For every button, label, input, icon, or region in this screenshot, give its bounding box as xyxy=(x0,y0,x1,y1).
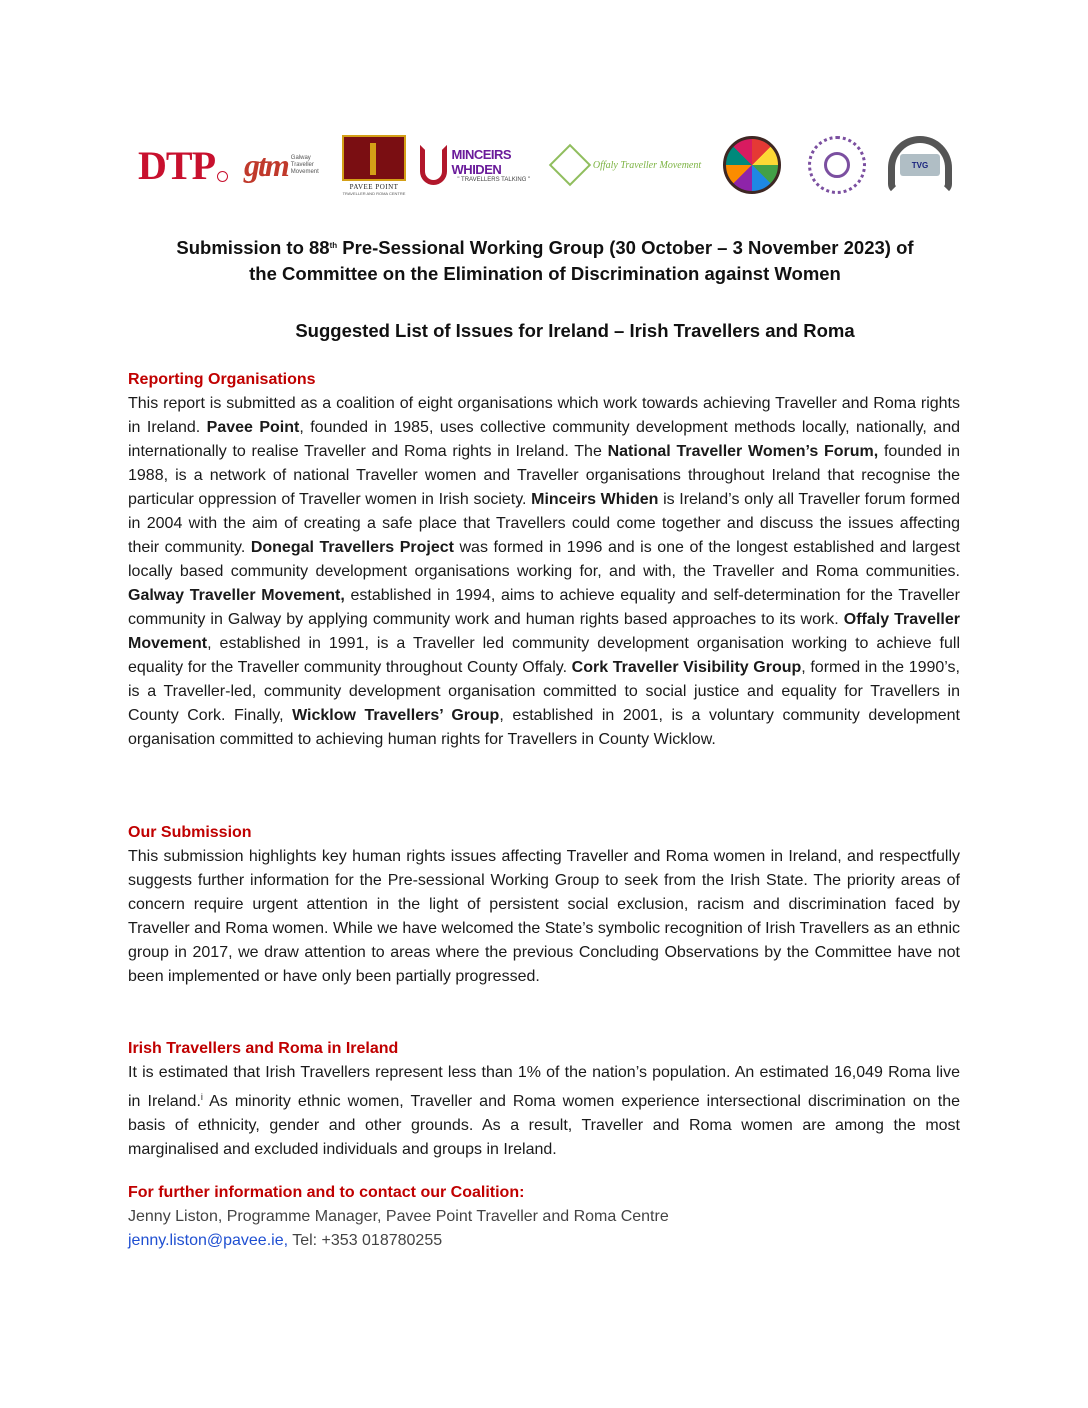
org-name: National Traveller Women’s Forum, xyxy=(607,443,879,460)
title-part-a: Submission to 88 xyxy=(176,237,330,258)
org-name: Minceirs Whiden xyxy=(531,491,659,508)
endnote-reference[interactable]: i xyxy=(200,1092,203,1102)
partner-logos xyxy=(136,132,956,198)
title-part-b: Pre-Sessional Working Group (30 October – 3 November 2023) of xyxy=(337,237,914,258)
document-subtitle: Suggested List of Issues for Ireland – Irish Travellers and Roma xyxy=(295,320,855,341)
text-run: It is estimated that Irish Travellers represent less than 1% of the nation’s population. An estimated 16,049 Roma live in Ireland. xyxy=(128,1064,960,1110)
section-paragraph xyxy=(128,392,960,752)
minceirs-whiden-logo xyxy=(420,132,536,198)
wicklow-travellers-group-logo xyxy=(884,132,956,198)
offaly-traveller-movement-logo xyxy=(544,132,712,198)
section-paragraph xyxy=(128,1061,960,1162)
telephone-text: Tel: +353 018780255 xyxy=(288,1232,443,1249)
org-name: Galway Traveller Movement, xyxy=(128,587,345,604)
wagon-wheel-icon xyxy=(808,136,866,194)
document-title xyxy=(100,233,990,287)
pavee-point-logo-text: PAVEE POINT xyxy=(349,182,399,191)
org-name: Offaly Traveller Movement xyxy=(128,611,960,652)
text-run: , formed in the 1990’s, is a Traveller-led, community development organisation committed to social justice and equality for Travellers in County Cork. Finally, xyxy=(128,659,960,724)
our-submission-section xyxy=(128,821,960,989)
title-ordinal: th xyxy=(329,241,338,250)
pavee-point-logo xyxy=(342,132,406,198)
minceirs-whiden-logo-subtitle: " TRAVELLERS TALKING " xyxy=(457,177,531,183)
offaly-map-icon xyxy=(549,144,591,186)
text-run: , established in 1991, is a Traveller led community development organisation working to achieve full equality for the Traveller community throughout County Offaly. xyxy=(128,635,960,676)
minceirs-whiden-logo-text: MINCEIRS WHIDEN xyxy=(451,147,512,177)
text-run: founded in 1988, is a network of national Traveller women and Traveller organisations throughout Ireland that recognise the particular oppression of Traveller women in Irish society. xyxy=(128,443,961,508)
contact-section xyxy=(128,1181,960,1253)
horseshoe-icon xyxy=(420,145,447,185)
text-run: is Ireland’s only all Traveller forum formed in 2004 with the aim of creating a safe place that Travellers could come together and discuss the issues affecting their community. xyxy=(128,491,960,556)
painted-wheel-icon xyxy=(723,136,781,194)
dtp-logo xyxy=(136,132,230,198)
tvg-logo-text: TVG xyxy=(900,154,940,176)
section-heading: Irish Travellers and Roma in Ireland xyxy=(128,1040,399,1057)
email-link[interactable]: jenny.liston@pavee.ie, xyxy=(128,1232,289,1249)
national-traveller-womens-forum-logo xyxy=(804,132,870,198)
text-run: This report is submitted as a coalition of eight organisations which work towards achieving Traveller and Roma rights in Ireland. xyxy=(128,395,960,436)
text-run: , founded in 1985, uses collective community development methods locally, nationally, and internationally to realise Traveller and Roma rights in Ireland. The xyxy=(128,419,960,460)
text-run: established in 1994, aims to achieve equality and self-determination for the Traveller community in Galway by applying community work and human rights based approaches to its work. xyxy=(128,587,960,628)
travellers-roma-section xyxy=(128,1037,960,1162)
text-run: As minority ethnic women, Traveller and Roma women experience intersectional discrimination on the basis of ethnicity, gender and other grounds. As a result, Traveller and Roma women are among the most marginalised and excluded individuals and groups in Ireland. xyxy=(128,1093,960,1158)
pavee-point-road-icon xyxy=(342,135,406,181)
horseshoe-caravan-icon xyxy=(888,136,952,194)
title-line-2: the Committee on the Elimination of Discrimination against Women xyxy=(249,263,841,284)
contact-person: Jenny Liston, Programme Manager, Pavee Point Traveller and Roma Centre xyxy=(128,1208,669,1225)
pavee-point-logo-subtitle: TRAVELLER AND ROMA CENTRE xyxy=(342,190,406,196)
dtp-logo-text: DTP xyxy=(138,142,215,188)
org-name: Pavee Point xyxy=(206,419,300,436)
section-heading: For further information and to contact our Coalition: xyxy=(128,1184,525,1201)
gtm-logo xyxy=(244,132,334,198)
registered-mark-icon xyxy=(217,171,228,182)
section-heading: Reporting Organisations xyxy=(128,371,316,388)
contact-details xyxy=(128,1229,960,1253)
section-paragraph: This submission highlights key human rights issues affecting Traveller and Roma women in Ireland, and respectfully suggests further information for the Pre-sessional Working Group to seek from the Irish State. The priority areas of concern require urgent attention in the light of persistent social exclusion, racism and discrimination faced by Traveller and Roma women. While we have welcomed the State’s symbolic recognition of Irish Travellers as an ethnic group in 2017, we draw attention to areas where the previous Concluding Observations by the Committee have not been implemented or have only been partially progressed. xyxy=(128,848,960,985)
offaly-logo-text: Offaly Traveller Movement xyxy=(592,159,702,171)
org-name: Cork Traveller Visibility Group xyxy=(571,659,802,676)
section-heading: Our Submission xyxy=(128,824,252,841)
org-name: Wicklow Travellers’ Group xyxy=(292,707,500,724)
text-run: , established in 2001, is a voluntary community development organisation committed to achieving human rights for Travellers in County Wicklow. xyxy=(128,707,960,748)
gtm-logo-subtitle: Galway Traveller Movement xyxy=(290,154,319,175)
org-name: Donegal Travellers Project xyxy=(250,539,454,556)
reporting-organisations-section xyxy=(128,368,960,752)
gtm-logo-mark: gtm xyxy=(244,146,288,183)
text-run: was formed in 1996 and is one of the longest established and largest locally based community development organisations working for, and with, the Traveller and Roma communities. xyxy=(128,539,961,580)
cork-traveller-visibility-logo xyxy=(722,132,782,198)
